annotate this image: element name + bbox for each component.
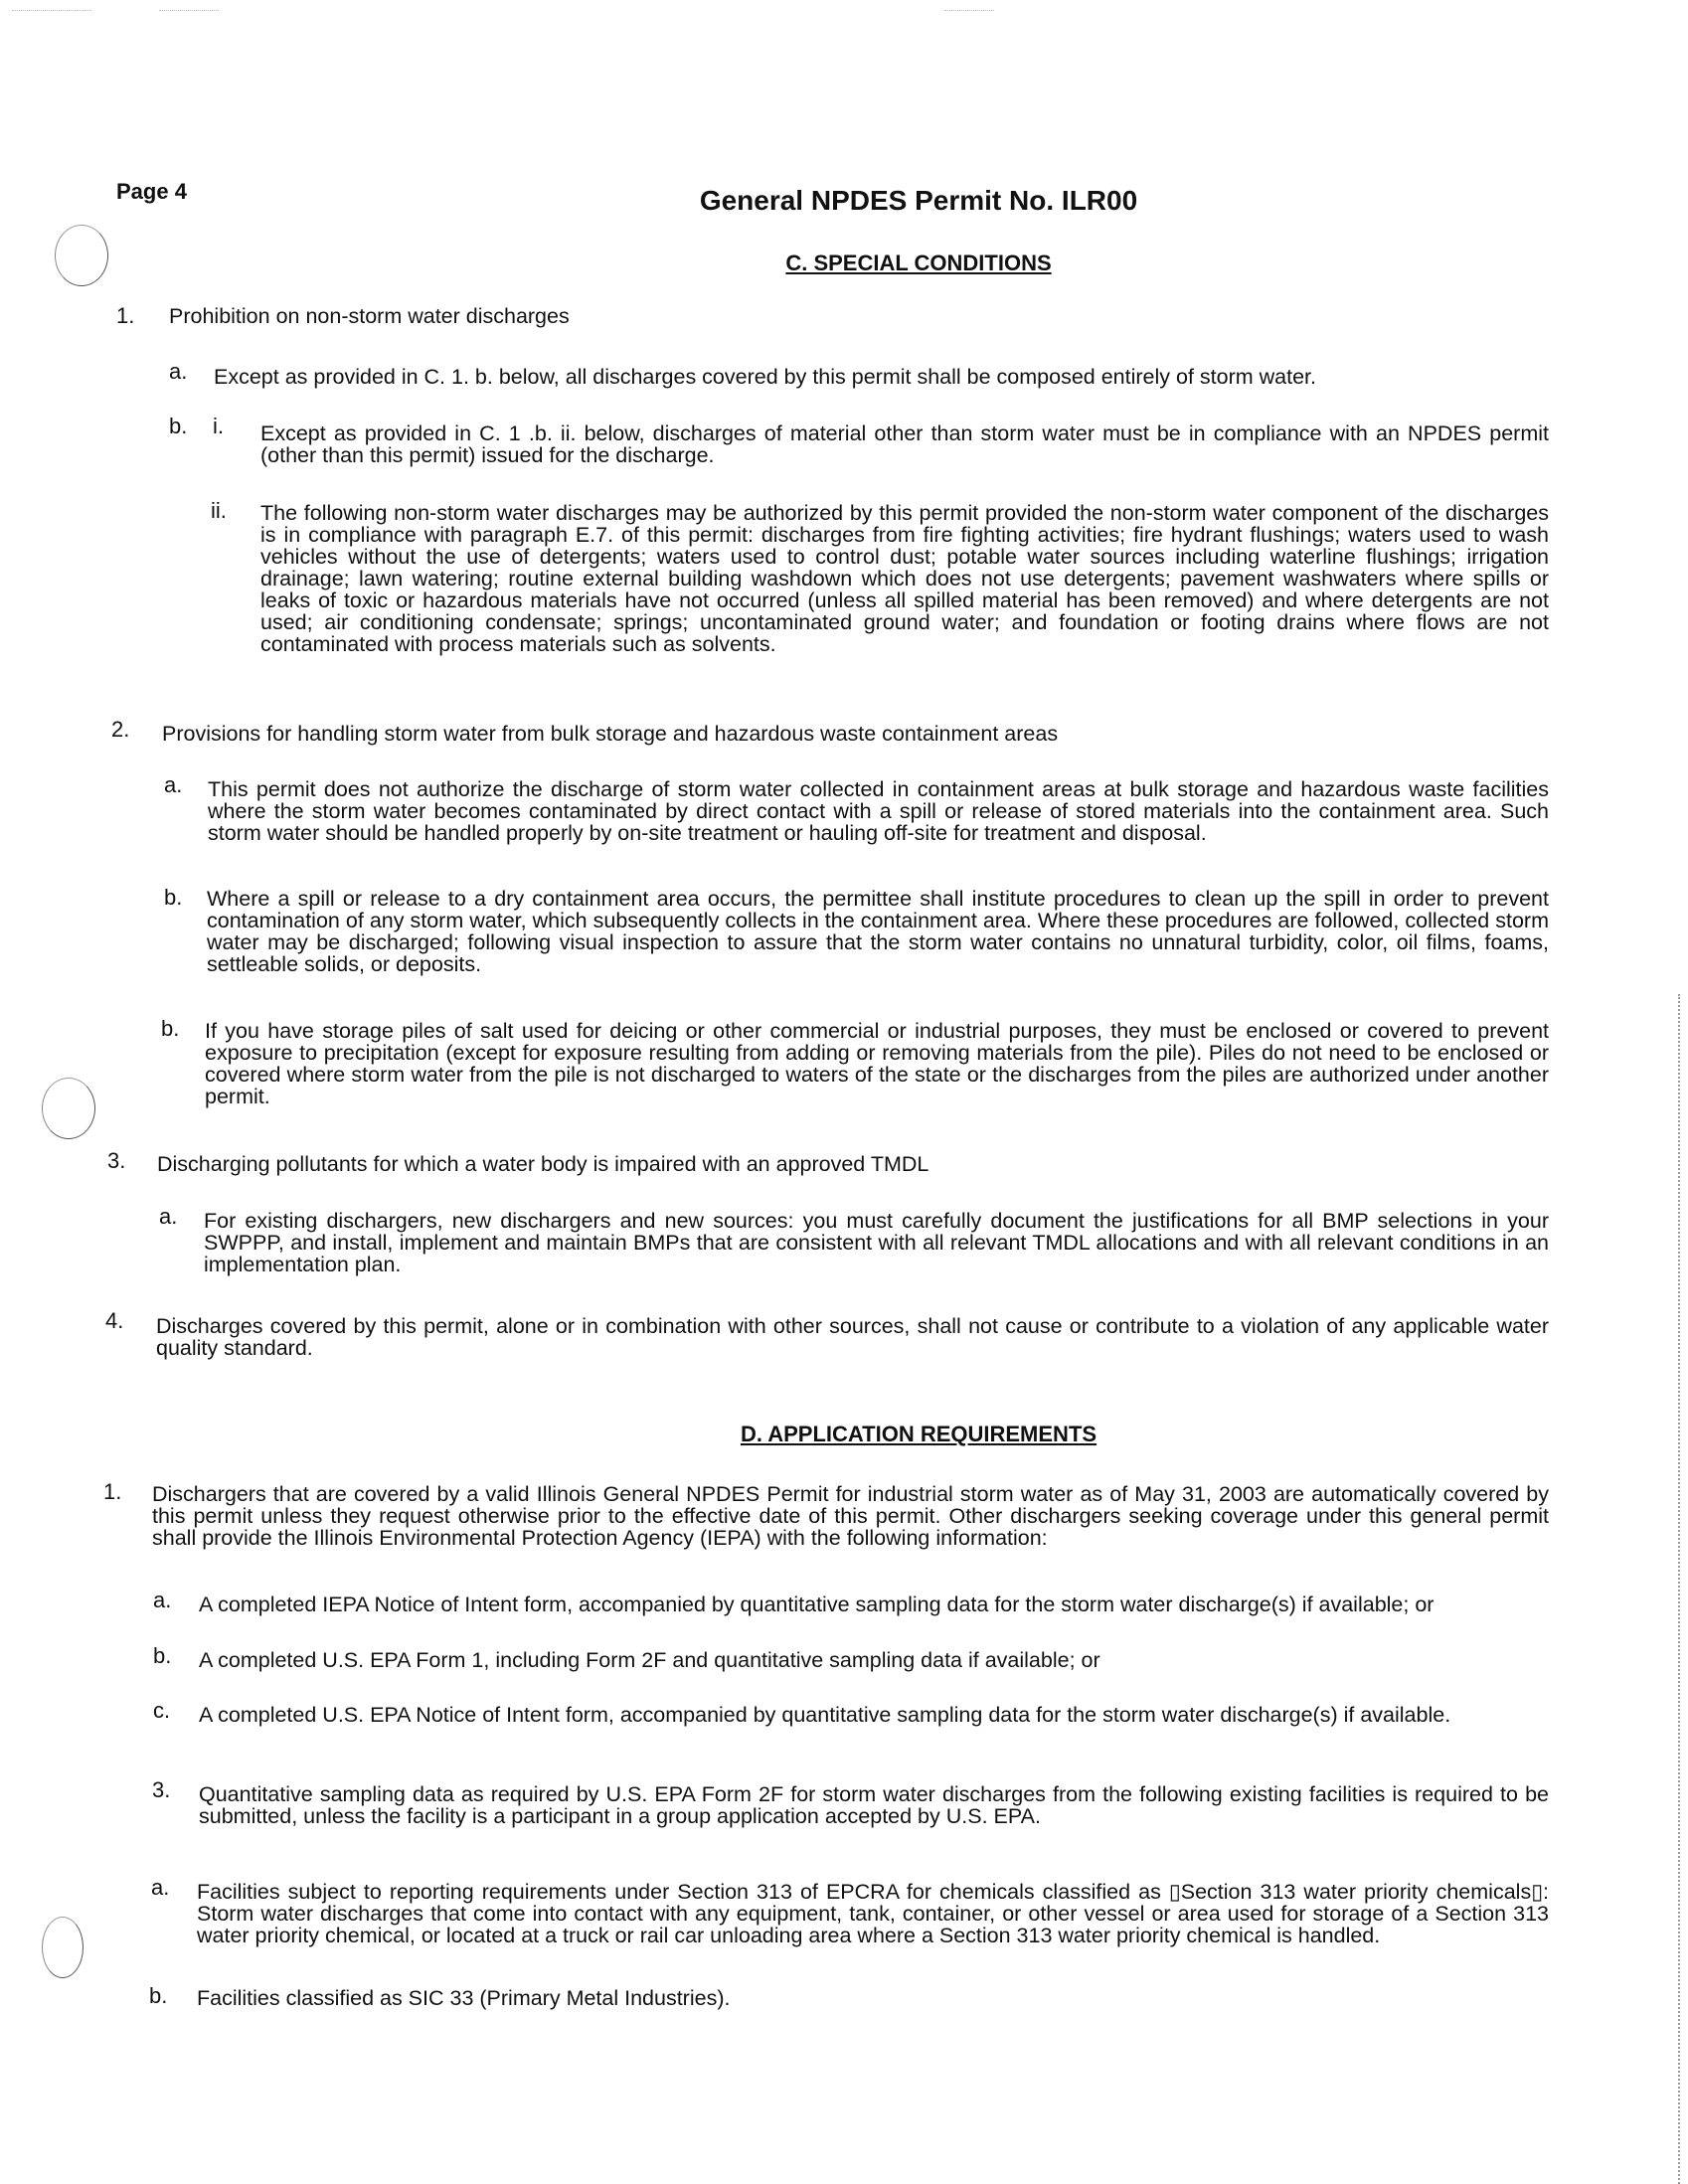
list-number: 4. xyxy=(105,1308,124,1333)
list-roman: ii. xyxy=(211,498,227,523)
list-letter: a. xyxy=(164,772,183,797)
list-item-text: Where a spill or release to a dry containment area occurs, the permittee shall institute procedures to clean up the spill in order to prevent contamination of any storm water, which subsequently collects in the containment area. Where these procedures are followed, collected storm water may be discharged; following visual inspection to assure that the storm water contains no unnatural turbidity, color, oil films, foams, settleable solids, or deposits. xyxy=(207,887,1549,976)
list-number: 1. xyxy=(103,1479,122,1504)
list-item-text: Facilities classified as SIC 33 (Primary Metal Industries). xyxy=(197,1986,731,2010)
list-letter: a. xyxy=(153,1588,172,1612)
list-letter: a. xyxy=(169,359,188,384)
scan-edge-artifact xyxy=(1678,994,1682,2184)
punch-hole-icon xyxy=(42,1078,95,1139)
list-letter: a. xyxy=(159,1204,178,1229)
list-item-text: Discharging pollutants for which a water body is impaired with an approved TMDL xyxy=(157,1152,929,1176)
list-item-text: A completed U.S. EPA Notice of Intent form, accompanied by quantitative sampling data for the storm water discharge(s) if available. xyxy=(199,1703,1451,1727)
scan-artifact xyxy=(944,10,994,12)
list-item-text: The following non-storm water discharges may be authorized by this permit provided the non-storm water component of the discharges is in compliance with paragraph E.7. of this permit: discharges from fire fighting activities; fire hydrant flushings; waters used to wash vehicles without the use of detergents; waters used to control dust; potable water sources including waterline flushings; irrigation drainage; lawn watering; routine external building washdown which does not use detergents; pavement washwaters where spills or leaks of toxic or hazardous materials have not occurred (unless all spilled material has been removed) and where detergents are not used; air conditioning condensate; springs; uncontaminated ground water; and foundation or footing drains where flows are not contaminated with process materials such as solvents. xyxy=(260,501,1549,656)
list-item-text: A completed U.S. EPA Form 1, including Form 2F and quantitative sampling data if available; or xyxy=(199,1648,1100,1672)
list-letter: b. xyxy=(153,1643,172,1668)
scan-artifact xyxy=(12,10,91,12)
list-item-text: This permit does not authorize the discharge of storm water collected in containment areas at bulk storage and hazardous waste facilities where the storm water becomes contaminated by direct contact with a spill or release of stored materials into the containment area. Such storm water should be handled properly by on-site treatment or hauling off-site for treatment and disposal. xyxy=(208,777,1549,845)
section-c-heading: C. SPECIAL CONDITIONS xyxy=(785,251,1052,275)
list-number: 3. xyxy=(152,1777,171,1802)
list-number: 3. xyxy=(107,1148,126,1173)
list-number: 2. xyxy=(111,717,130,742)
list-item-text: Facilities subject to reporting requirements under Section 313 of EPCRA for chemicals classified as ▯Section 313 water priority chemicals▯: Storm water discharges that come into contact with any equipment, tank, container, or other vessel or area used for storage of a Section 313 water priority chemical, or located at a truck or rail car unloading area where a Section 313 water priority chemical is handled. xyxy=(197,1880,1549,1947)
list-number: 1. xyxy=(116,303,135,328)
list-letter: b. xyxy=(149,1983,168,2008)
list-item-text: A completed IEPA Notice of Intent form, accompanied by quantitative sampling data for the storm water discharge(s) if available; or xyxy=(199,1593,1435,1616)
page-number: Page 4 xyxy=(116,179,187,204)
list-item-text: If you have storage piles of salt used for deicing or other commercial or industrial purposes, they must be enclosed or covered to prevent exposure to precipitation (except for exposure resulting from adding or removing materials from the pile). Piles do not need to be enclosed or covered where storm water from the pile is not discharged to waters of the state or the discharges from the piles are authorized under another permit. xyxy=(205,1019,1549,1108)
section-d-heading: D. APPLICATION REQUIREMENTS xyxy=(740,1422,1097,1446)
list-letter: a. xyxy=(151,1875,170,1900)
list-item-text: Dischargers that are covered by a valid Illinois General NPDES Permit for industrial storm water as of May 31, 2003 are automatically covered by this permit unless they request otherwise prior to the effective date of this permit. Other dischargers seeking coverage under this general permit shall provide the Illinois Environmental Protection Agency (IEPA) with the following information: xyxy=(152,1482,1549,1550)
document-title: General NPDES Permit No. ILR00 xyxy=(699,185,1138,216)
punch-hole-icon xyxy=(42,1917,84,1978)
list-letter: b. xyxy=(164,885,183,910)
list-item-text: Provisions for handling storm water from bulk storage and hazardous waste containment areas xyxy=(162,722,1059,746)
list-item-text: Except as provided in C. 1 .b. ii. below, discharges of material other than storm water must be in compliance with an NPDES permit (other than this permit) issued for the discharge. xyxy=(260,421,1549,467)
list-item-text: Discharges covered by this permit, alone or in combination with other sources, shall not cause or contribute to a violation of any applicable water quality standard. xyxy=(156,1314,1549,1360)
list-item-text: Quantitative sampling data as required by U.S. EPA Form 2F for storm water discharges from the following existing facilities is required to be submitted, unless the facility is a participant in a group application accepted by U.S. EPA. xyxy=(199,1782,1549,1828)
list-item-text: Prohibition on non-storm water discharges xyxy=(169,304,570,328)
list-item-text: For existing dischargers, new dischargers and new sources: you must carefully document the justifications for all BMP selections in your SWPPP, and install, implement and maintain BMPs that are consistent with all relevant TMDL allocations and with all relevant conditions in an implementation plan. xyxy=(204,1209,1549,1276)
list-letter: b. xyxy=(161,1016,180,1041)
list-letter: c. xyxy=(153,1698,171,1723)
scan-artifact xyxy=(159,10,219,12)
list-letter: b. xyxy=(169,414,188,438)
list-item-text: Except as provided in C. 1. b. below, all discharges covered by this permit shall be composed entirely of storm water. xyxy=(214,365,1316,389)
list-roman: i. xyxy=(213,414,224,438)
